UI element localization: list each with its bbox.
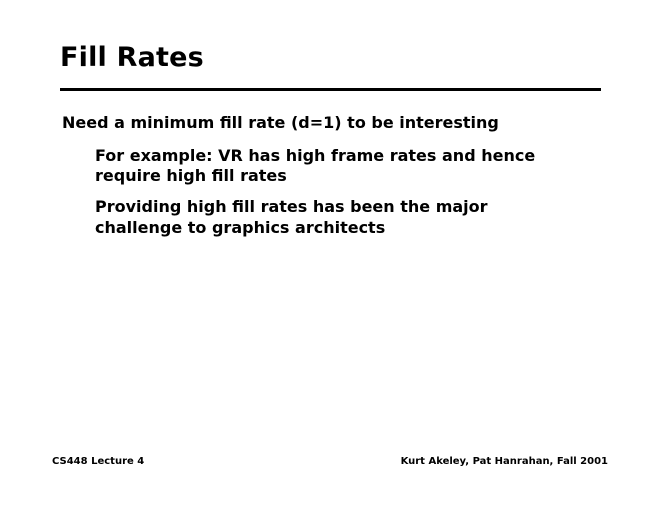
footer-lecture-label: CS448 Lecture 4 [52,456,145,467]
bullet-level2: Providing high fill rates has been the major challenge to graphics architects [95,197,488,237]
slide-body [62,112,607,249]
title-divider [60,88,601,91]
footer-authors-label: Kurt Akeley, Pat Hanrahan, Fall 2001 [400,456,608,467]
page-title: Fill Rates [60,42,204,73]
bullet-level1: Need a minimum fill rate (d=1) to be interesting [62,113,499,132]
bullet-level2: For example: VR has high frame rates and hence require high fill rates [95,145,536,186]
